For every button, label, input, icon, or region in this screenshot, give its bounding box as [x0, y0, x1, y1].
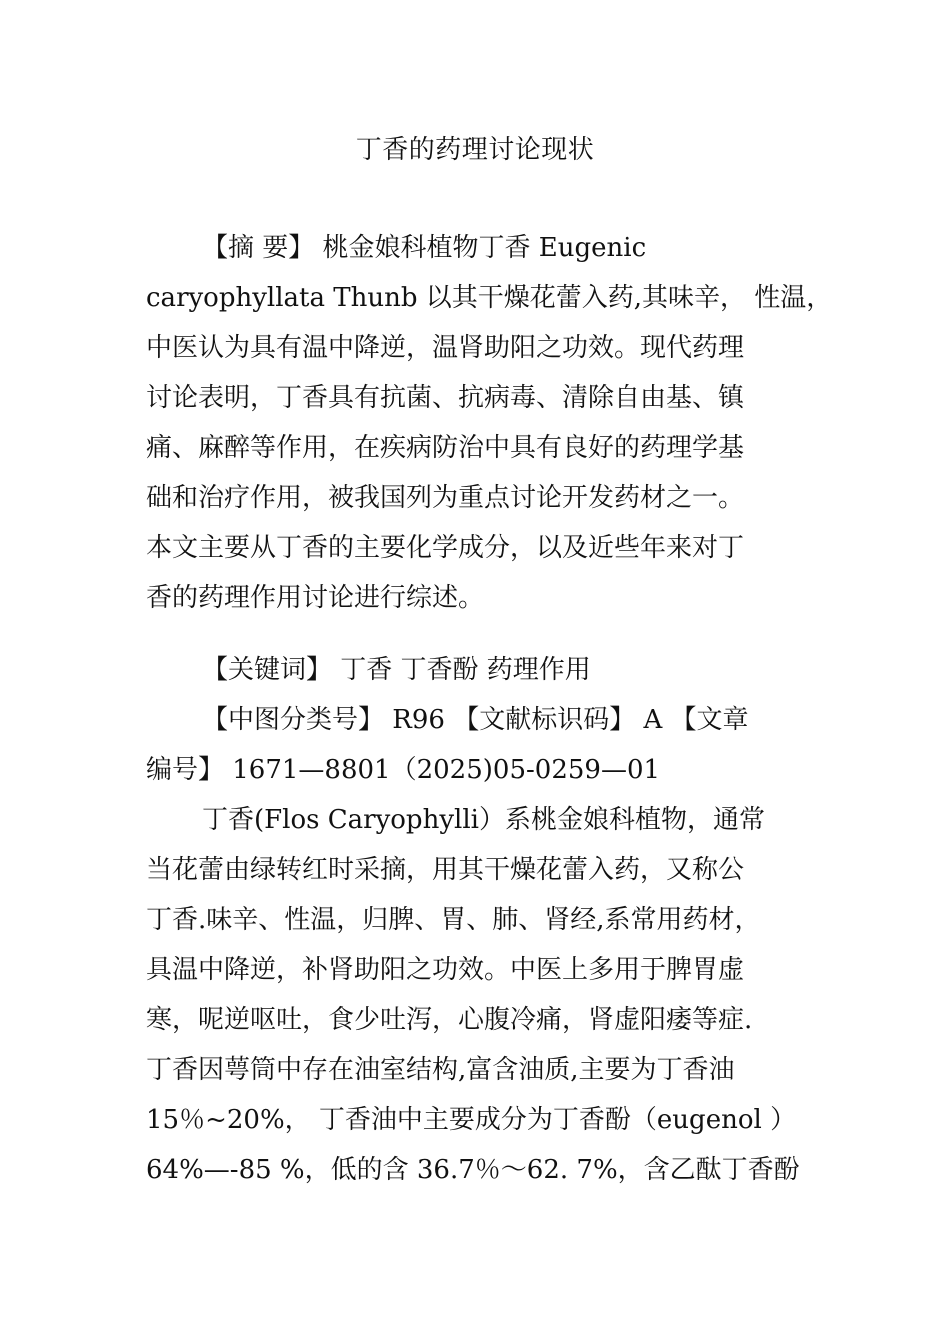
- body-line: 丁香.味辛、性温，归脾、胃、肺、肾经,系常用药材，: [146, 905, 761, 935]
- body-line: 具温中降逆，补肾助阳之功效。中医上多用于脾胃虚: [146, 955, 745, 985]
- abstract-line: 痛、麻醉等作用，在疾病防治中具有良好的药理学基: [146, 433, 745, 463]
- body-line: 寒，呢逆呕吐，食少吐泻，心腹冷痛，肾虚阳痿等症.: [146, 1005, 753, 1035]
- abstract-line: 础和治疗作用，被我国列为重点讨论开发药材之一。: [146, 483, 745, 513]
- abstract-line: 中医认为具有温中降逆，温肾助阳之功效。现代药理: [146, 333, 745, 363]
- abstract-line: 香的药理作用讨论进行综述。: [146, 583, 485, 613]
- classification-line: 【中图分类号】 R96 【文献标识码】 A 【文章: [202, 705, 749, 735]
- abstract-line: 本文主要从丁香的主要化学成分，以及近些年来对丁: [146, 533, 745, 563]
- abstract-line: 【摘 要】 桃金娘科植物丁香 Eugenic: [202, 233, 647, 263]
- abstract-line: 讨论表明，丁香具有抗菌、抗病毒、清除自由基、镇: [146, 383, 745, 413]
- abstract-line: caryophyllata Thunb 以其干燥花蕾入药,其味辛， 性温，: [146, 283, 833, 313]
- document-title: 丁香的药理讨论现状: [355, 135, 595, 165]
- body-line: 当花蕾由绿转红时采摘，用其干燥花蕾入药，又称公: [146, 855, 745, 885]
- keywords-line: 【关键词】 丁香 丁香酚 药理作用: [202, 655, 591, 685]
- body-line: 64%—-85 %，低的含 36.7％～62. 7%，含乙酞丁香酚: [146, 1155, 800, 1185]
- body-line: 丁香因萼筒中存在油室结构,富含油质,主要为丁香油: [146, 1055, 735, 1085]
- classification-line: 编号】 1671—8801（2025)05-0259—01: [146, 755, 661, 785]
- body-line: 15％~20%， 丁香油中主要成分为丁香酚（eugenol ）: [146, 1105, 797, 1135]
- body-line: 丁香(Flos Caryophylli）系桃金娘科植物，通常: [202, 805, 765, 835]
